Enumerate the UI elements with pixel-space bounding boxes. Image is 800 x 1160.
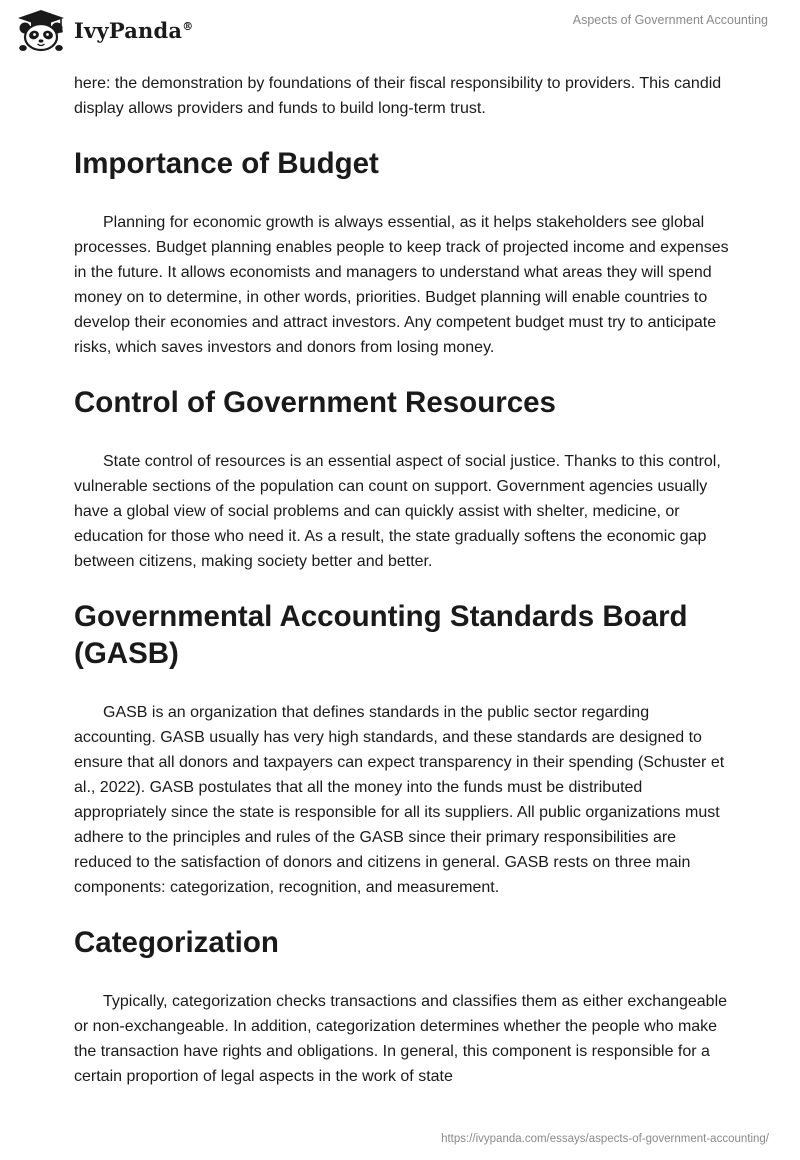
essay-content: [74, 71, 734, 1089]
page-header: [0, 0, 800, 62]
section-heading-control: Control of Government Resources: [74, 386, 556, 419]
intro-paragraph: here: the demonstration by foundations of their fiscal responsibility to providers. This candid display allows providers and funds to build long-term trust.: [74, 75, 722, 117]
section-paragraph-categorization: Typically, categorization checks transactions and classifies them as either exchangeable or non-exchangeable. In addition, categorization determines whether the people who make the transaction have rights and obligations. In general, this component is responsible for a certain proportion of legal aspects in the work of state: [74, 993, 728, 1085]
source-url[interactable]: https://ivypanda.com/essays/aspects-of-government-accounting/: [441, 1133, 769, 1145]
section-paragraph-budget: Planning for economic growth is always essential, as it helps stakeholders see global processes. Budget planning enables people to keep track of projected income and expenses in the future. It allows economists and managers to understand what areas they will spend money on to determine, in other words, priorities. Budget planning will enable countries to develop their economies and attract investors. Any competent budget must try to anticipate risks, which saves investors and donors from losing money.: [74, 214, 729, 356]
section-heading-budget: Importance of Budget: [74, 147, 379, 180]
logo-registered-mark: ®: [182, 19, 194, 33]
logo-text: IvyPanda: [74, 17, 183, 43]
ivypanda-logo[interactable]: [14, 8, 193, 52]
section-heading-categorization: Categorization: [74, 926, 279, 959]
section-paragraph-gasb: GASB is an organization that defines standards in the public sector regarding accounting. GASB usually has very high standards, and these standards are designed to ensure that all donors and taxpayers can expect transparency in their spending (Schuster et al., 2022). GASB postulates that all the money into the funds must be distributed appropriately since the state is responsible for all its suppliers. All public organizations must adhere to the principles and rules of the GASB since their primary responsibilities are reduced to the satisfaction of donors and citizens in general. GASB rests on three main components: categorization, recognition, and measurement.: [74, 704, 725, 896]
logo-wordmark: [74, 18, 193, 43]
panda-graduate-icon: [14, 8, 68, 52]
section-paragraph-control: State control of resources is an essential aspect of social justice. Thanks to this control, vulnerable sections of the population can count on support. Government agencies usually have a global view of social problems and can quickly assist with shelter, medicine, or education for those who need it. As a result, the state gradually softens the economic gap between citizens, making society better and better.: [74, 453, 721, 570]
section-heading-gasb: Governmental Accounting Standards Board (GASB): [74, 600, 688, 670]
document-title: Aspects of Government Accounting: [572, 13, 768, 27]
